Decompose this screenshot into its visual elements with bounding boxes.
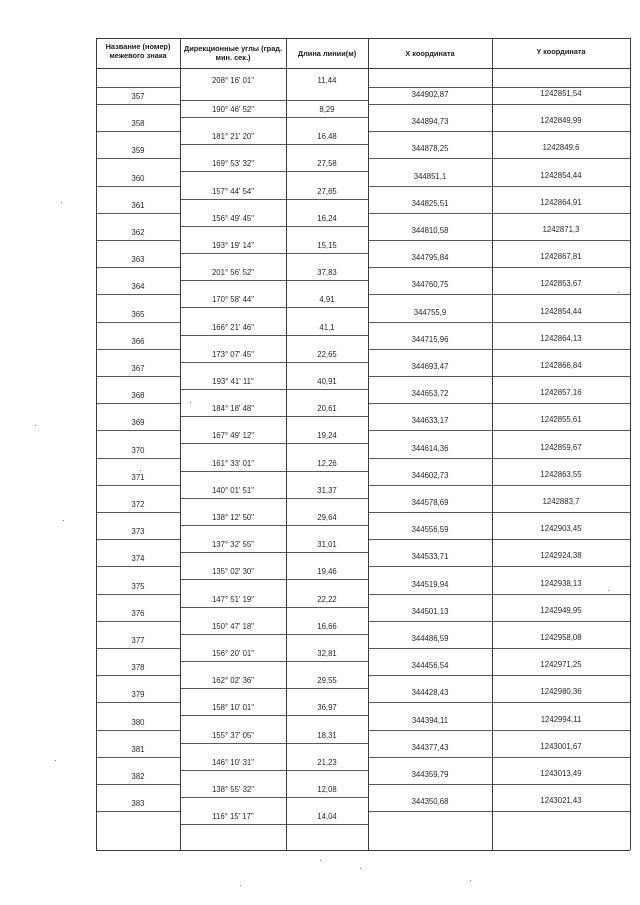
point-row-rule [368,648,630,649]
x-coordinate: 344501,13 [411,606,449,616]
point-row-rule [96,648,180,649]
point-row-rule [368,131,630,132]
point-row-rule [368,294,630,295]
table-column-rule [630,38,631,850]
point-row-rule [368,87,630,88]
mark-name: 361 [131,200,145,210]
scan-speck [320,860,321,861]
point-row-rule [368,104,630,105]
header-x: X координата [405,49,455,58]
header-length: Длина линии(м) [297,49,357,58]
y-coordinate: 1242958,08 [540,633,582,642]
mark-name: 364 [131,282,145,292]
point-row-rule [96,512,180,513]
segment-row-rule [180,525,368,526]
point-row-rule [96,322,180,323]
point-row-rule [96,87,180,88]
directional-angle: 166° 21' 46" [211,322,255,332]
mark-name: 372 [131,500,145,509]
x-coordinate: 344602,73 [411,470,449,480]
point-row-rule [96,430,180,431]
directional-angle: 157° 44' 54" [211,186,255,196]
mark-name: 375 [131,581,145,591]
point-row-rule [368,675,630,676]
point-row-rule [368,349,630,350]
mark-name: 359 [131,146,145,156]
point-row-rule [368,702,630,703]
line-length: 31,01 [317,540,337,550]
point-row-rule [368,240,630,241]
line-length: 8,29 [319,105,335,114]
directional-angle: 156° 49' 45" [211,213,255,223]
y-coordinate: 1243001,67 [540,741,582,751]
directional-angle: 190° 46' 52" [211,105,255,114]
segment-row-rule [180,335,368,336]
scan-speck [608,590,609,591]
point-row-rule [96,730,180,731]
point-row-rule [96,458,180,459]
point-row-rule [368,594,630,595]
segment-row-rule [180,416,368,417]
segment-row-rule [180,171,368,172]
line-length: 19,24 [317,431,337,441]
scan-speck [140,470,141,471]
mark-name: 367 [131,364,145,373]
y-coordinate: 1242949,95 [540,605,582,615]
point-row-rule [368,621,630,622]
mark-name: 365 [131,309,145,319]
y-coordinate: 1242867,81 [540,252,582,262]
mark-name: 376 [131,608,145,618]
point-row-rule [96,403,180,404]
mark-name: 379 [131,690,145,700]
segment-row-rule [180,743,368,744]
point-row-rule [368,811,630,812]
mark-name: 371 [131,472,145,482]
x-coordinate: 344633,17 [411,416,449,426]
segment-row-rule [180,715,368,716]
point-row-rule [368,267,630,268]
segment-row-rule [180,688,368,689]
point-row-rule [96,566,180,567]
x-coordinate: 344894,73 [411,117,449,127]
scan-speck [55,760,56,761]
point-row-rule [96,349,180,350]
directional-angle: 156° 20' 01" [211,649,255,658]
point-row-rule [368,322,630,323]
directional-angle: 135° 02' 30" [211,567,255,577]
scan-speck [61,202,62,203]
segment-row-rule [180,634,368,635]
point-row-rule [368,458,630,459]
line-length: 15,15 [317,241,337,250]
line-length: 29,64 [317,513,337,522]
line-length: 4,91 [319,295,335,305]
line-length: 18,31 [317,730,337,740]
directional-angle: 147° 51' 19" [211,594,255,604]
segment-row-rule [180,307,368,308]
y-coordinate: 1242866,84 [540,361,582,370]
line-length: 16,66 [317,621,337,631]
directional-angle: 161° 33' 01" [211,458,255,468]
segment-row-rule [180,824,368,825]
y-coordinate: 1242849,99 [540,116,582,126]
y-coordinate: 1242903,45 [540,524,582,534]
mark-name: 377 [131,636,145,645]
scan-speck [470,880,471,881]
point-row-rule [368,403,630,404]
y-coordinate: 1242924,38 [540,551,582,561]
table-header-rule [96,38,630,39]
point-row-rule [96,158,180,159]
header-angle: Дирекционные углы (град. мин. сек.) [183,44,283,62]
mark-name: 374 [131,554,145,564]
line-length: 12,08 [317,785,337,794]
mark-name: 380 [131,717,145,727]
first-segment-length: 11,44 [317,76,337,85]
mark-name: 366 [131,336,145,346]
x-coordinate: 344810,58 [411,226,449,235]
point-row-rule [96,702,180,703]
line-length: 27,58 [317,159,337,169]
y-coordinate: 1242980,36 [540,687,582,697]
mark-name: 358 [131,119,145,129]
point-row-rule [96,131,180,132]
segment-row-rule [180,280,368,281]
x-coordinate: 344760,75 [411,280,449,290]
line-length: 40,91 [317,377,337,386]
segment-row-rule [180,471,368,472]
mark-name: 357 [131,92,145,101]
point-row-rule [96,594,180,595]
point-row-rule [368,784,630,785]
segment-row-rule [180,226,368,227]
scan-speck [190,402,191,403]
directional-angle: 158° 10' 01" [211,703,255,713]
x-coordinate: 344693,47 [411,362,449,371]
line-length: 41,1 [319,322,335,332]
directional-angle: 193° 19' 14" [211,241,255,250]
y-coordinate: 1242859,67 [540,442,582,452]
point-row-rule [96,675,180,676]
x-coordinate: 344533,71 [411,552,449,562]
x-coordinate: 344755,9 [413,307,447,317]
y-coordinate: 1242994,11 [540,714,582,724]
mark-name: 382 [131,772,145,781]
directional-angle: 146° 10' 31" [211,757,255,767]
x-coordinate: 344394,11 [411,715,449,725]
y-coordinate: 1242863,55 [540,469,582,479]
directional-angle: 169° 53' 32" [211,159,255,169]
mark-name: 362 [131,228,145,237]
y-coordinate: 1242857,16 [540,388,582,398]
mark-name: 368 [131,391,145,401]
segment-row-rule [180,362,368,363]
x-coordinate: 344350,68 [411,797,449,807]
x-coordinate: 344556,59 [411,525,449,535]
directional-angle: 138° 12' 50" [211,513,255,522]
x-coordinate: 344614,36 [411,443,449,453]
first-segment-angle: 208° 16' 01" [211,76,255,85]
header-name: Название (номер) межевого знака [105,42,171,60]
point-row-rule [96,240,180,241]
y-coordinate: 1242871,3 [542,225,580,234]
x-coordinate: 344715,96 [411,334,449,344]
point-row-rule [96,376,180,377]
y-coordinate: 1242854,44 [540,170,582,180]
segment-row-rule [180,253,368,254]
directional-angle: 184° 18' 48" [211,404,255,414]
line-length: 31,37 [317,485,337,495]
point-row-rule [96,485,180,486]
y-coordinate: 1242883,7 [542,497,580,506]
x-coordinate: 344851,1 [413,171,447,181]
directional-angle: 137° 32' 55" [211,540,255,550]
point-row-rule [96,539,180,540]
point-row-rule [96,213,180,214]
point-row-rule [368,512,630,513]
y-coordinate: 1242851,54 [540,89,582,98]
mark-name: 378 [131,663,145,673]
scan-speck [618,292,619,293]
point-row-rule [368,730,630,731]
mark-name: 360 [131,173,145,183]
directional-angle: 170° 58' 44" [211,295,255,305]
line-length: 27,65 [317,186,337,196]
point-row-rule [96,757,180,758]
point-row-rule [368,485,630,486]
y-coordinate: 1243021,43 [540,796,582,806]
table-column-rule [96,38,97,850]
directional-angle: 162° 02' 36" [211,676,255,686]
y-coordinate: 1242971,25 [540,660,582,670]
line-length: 19,46 [317,567,337,577]
x-coordinate: 344795,84 [411,253,449,263]
y-coordinate: 1242938,13 [540,578,582,588]
line-length: 20,61 [317,404,337,414]
x-coordinate: 344653,72 [411,389,449,399]
line-length: 21,23 [317,757,337,767]
point-row-rule [368,757,630,758]
directional-angle: 150° 47' 18" [211,621,255,631]
line-length: 36,97 [317,703,337,713]
point-row-rule [368,186,630,187]
scan-speck [240,885,241,886]
point-row-rule [96,621,180,622]
segment-row-rule [180,797,368,798]
point-row-rule [96,186,180,187]
directional-angle: 193° 41' 11" [212,377,254,386]
point-row-rule [368,213,630,214]
line-length: 37,83 [317,268,337,278]
x-coordinate: 344377,43 [411,742,449,752]
y-coordinate: 1242864,91 [540,197,582,207]
x-coordinate: 344486,59 [411,634,449,643]
directional-angle: 201° 56' 52" [211,268,255,278]
line-length: 22,65 [317,349,337,359]
line-length: 14,04 [317,812,337,822]
y-coordinate: 1242849,6 [542,143,580,153]
point-row-rule [96,104,180,105]
line-length: 12,26 [317,458,337,468]
directional-angle: 140° 01' 51" [211,485,255,495]
point-row-rule [96,784,180,785]
point-row-rule [368,158,630,159]
point-row-rule [368,430,630,431]
segment-row-rule [180,607,368,608]
point-row-rule [96,294,180,295]
point-row-rule [96,811,180,812]
mark-name: 370 [131,445,145,455]
mark-name: 381 [131,744,145,754]
header-y: Y координата [536,47,586,56]
y-coordinate: 1243013,49 [540,769,582,778]
mark-name: 373 [131,527,145,537]
x-coordinate: 344359,79 [411,770,449,779]
line-length: 22,22 [317,594,337,604]
scan-speck [63,520,64,521]
x-coordinate: 344902,87 [411,90,449,99]
table-header-rule [96,68,630,69]
x-coordinate: 344428,43 [411,688,449,698]
directional-angle: 155° 37' 05" [211,730,255,740]
x-coordinate: 344456,54 [411,661,449,671]
x-coordinate: 344578,69 [411,498,449,507]
line-length: 16,24 [317,213,337,223]
segment-row-rule [180,498,368,499]
point-row-rule [368,376,630,377]
x-coordinate: 344519,94 [411,579,449,589]
directional-angle: 116° 15' 17" [212,812,254,822]
segment-row-rule [180,389,368,390]
segment-row-rule [180,199,368,200]
segment-row-rule [180,443,368,444]
segment-row-rule [180,144,368,145]
directional-angle: 138° 55' 32" [211,785,255,794]
directional-angle: 181° 21' 20" [211,132,255,142]
directional-angle: 167° 49' 12" [211,431,255,441]
segment-row-rule [180,579,368,580]
directional-angle: 173° 07' 45" [211,349,255,359]
y-coordinate: 1242864,13 [540,333,582,343]
scan-speck [601,430,602,431]
y-coordinate: 1242854,44 [540,306,582,316]
line-length: 29,55 [317,676,337,686]
point-row-rule [368,539,630,540]
mark-name: 363 [131,255,145,265]
segment-row-rule [180,552,368,553]
y-coordinate: 1242855,61 [540,415,582,425]
line-length: 32,81 [317,649,337,658]
segment-row-rule [180,100,368,101]
point-row-rule [368,566,630,567]
segment-row-rule [180,661,368,662]
segment-row-rule [180,117,368,118]
x-coordinate: 344825,51 [411,198,449,208]
y-coordinate: 1242853,67 [540,279,582,289]
table-bottom-rule [96,850,630,851]
mark-name: 383 [131,799,145,809]
point-row-rule [96,267,180,268]
line-length: 16,48 [317,132,337,142]
scan-speck [35,425,36,426]
mark-name: 369 [131,418,145,428]
scan-speck [360,868,361,869]
segment-row-rule [180,770,368,771]
x-coordinate: 344878,25 [411,144,449,154]
